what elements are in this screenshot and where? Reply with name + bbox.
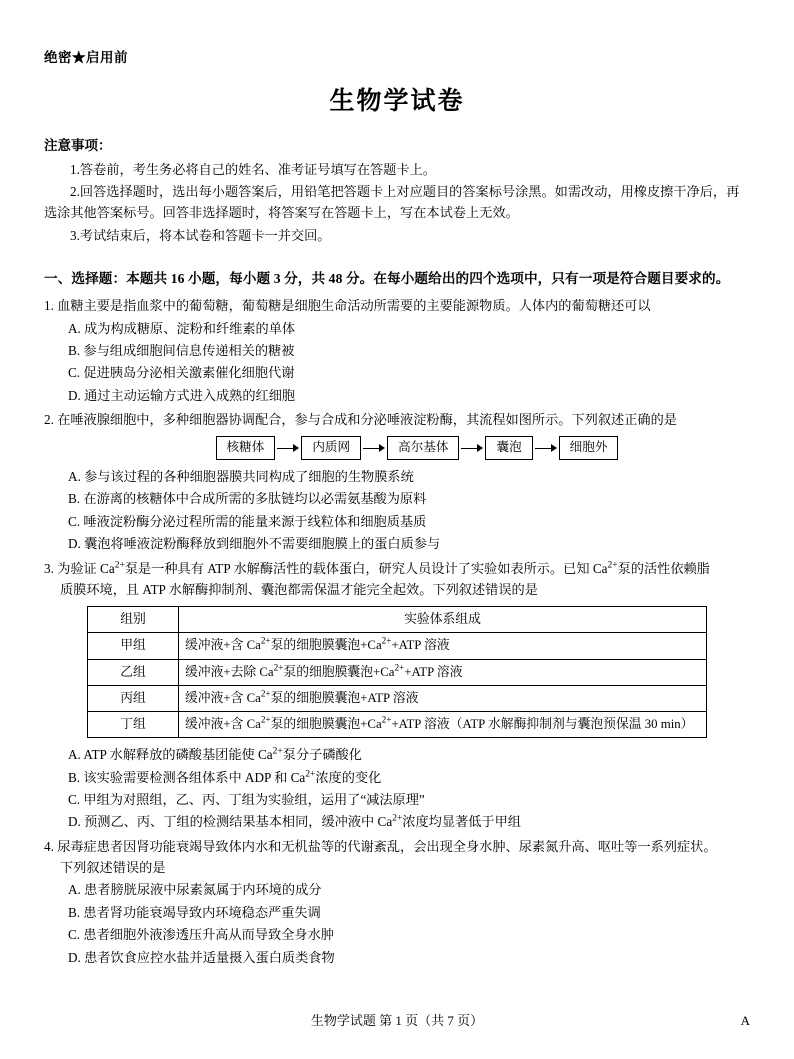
question-2-option-b: B. 在游离的核糖体中合成所需的多肽链均以必需氨基酸为原料: [68, 491, 427, 507]
notice-title: 注意事项：: [44, 137, 112, 153]
question-4-number: 4.: [44, 838, 54, 854]
experiment-table: [87, 606, 707, 738]
question-1-option-a: A. 成为构成糖原、淀粉和纤维素的单体: [68, 320, 296, 336]
flow-node-golgi: 高尔基体: [387, 436, 459, 460]
question-3: [44, 558, 750, 833]
table-cell-composition: 缓冲液+含 $Ca^{2+}$泵的细胞膜囊泡+ATP 溶液: [179, 685, 707, 711]
arrow-icon: [361, 443, 387, 454]
question-4-option-d: D. 患者饮食应控水盐并适量摄入蛋白质类食物: [68, 949, 335, 965]
question-3-option-b: B. 该实验需要检测各组体系中 ADP 和 $Ca^{2+}$浓度的变化: [68, 769, 382, 785]
question-3-stem-text-1: 为验证 $Ca^{2+}$泵是一种具有 ATP 水解酶活性的载体蛋白，研究人员设计了实验如表所示。已知 $Ca^{2+}$泵的活性依赖脂: [57, 560, 710, 576]
question-4-stem-text-1: 尿毒症患者因肾功能衰竭导致体内水和无机盐等的代谢紊乱，会出现全身水肿、尿素氮升高、呕吐等一系列症状。: [57, 838, 717, 854]
question-4-option-c: C. 患者细胞外液渗透压升高从而导致全身水肿: [68, 927, 334, 943]
secret-label: 绝密★启用前: [44, 50, 128, 65]
secretion-flow-diagram: [44, 436, 750, 460]
question-2-option-c: C. 唾液淀粉酶分泌过程所需的能量来源于线粒体和细胞质基质: [68, 513, 427, 529]
question-1-number: 1.: [44, 298, 54, 314]
table-cell-composition: 缓冲液+含 $Ca^{2+}$泵的细胞膜囊泡$+Ca^{2+}+ATP$ 溶液: [179, 633, 707, 659]
notice-item: 1.答卷前，考生务必将自己的姓名、准考证号填写在答题卡上。: [70, 161, 436, 177]
arrow-icon: [275, 443, 301, 454]
table-cell-group: 丙组: [88, 685, 179, 711]
question-1-stem-text: 血糖主要是指血浆中的葡萄糖，葡萄糖是细胞生命活动所需要的主要能源物质。人体内的葡萄糖还可以: [57, 298, 651, 314]
arrow-icon: [459, 443, 485, 454]
table-header-group: 组别: [88, 607, 179, 633]
table-cell-composition: 缓冲液+含 $Ca^{2+}$泵的细胞膜囊泡$+Ca^{2+}+ATP$ 溶液（ATP 水解酶抑制剂与囊泡预保温 30 min）: [179, 712, 707, 738]
table-row: [88, 659, 707, 685]
page-title: 生物学试卷: [329, 87, 465, 115]
table-cell-group: 甲组: [88, 633, 179, 659]
question-1-option-c: C. 促进胰岛分泌相关激素催化细胞代谢: [68, 365, 295, 381]
table-cell-group: 乙组: [88, 659, 179, 685]
table-row: [88, 685, 707, 711]
table-header-row: [88, 607, 707, 633]
question-2-number: 2.: [44, 412, 54, 428]
footer-version-label: A: [740, 1012, 750, 1028]
question-2-stem-text: 在唾液腺细胞中，多种细胞器协调配合，参与合成和分泌唾液淀粉酶，其流程如图所示。下列叙述正确的是: [57, 412, 677, 428]
question-3-option-a: A. ATP 水解释放的磷酸基团能使 $Ca^{2+}$泵分子磷酸化: [68, 746, 362, 763]
flow-node-vesicle: 囊泡: [485, 436, 532, 460]
table-cell-composition: 缓冲液+去除 $Ca^{2+}$泵的细胞膜囊泡$+Ca^{2+}+ATP$ 溶液: [179, 659, 707, 685]
notice-item: 3.考试结束后，将本试卷和答题卡一并交回。: [70, 227, 331, 243]
question-2: [44, 409, 750, 555]
question-4-stem-line1: [44, 836, 750, 857]
flow-node-extracellular: 细胞外: [559, 436, 619, 460]
question-3-stem-line2: 质膜环境，且 ATP 水解酶抑制剂、囊泡都需保温才能完全起效。下列叙述错误的是: [60, 581, 538, 597]
table-row: [88, 712, 707, 738]
question-1: [44, 295, 750, 406]
question-4: [44, 836, 750, 968]
question-3-number: 3.: [44, 560, 54, 576]
arrow-icon: [533, 443, 559, 454]
question-2-option-a: A. 参与该过程的各种细胞器膜共同构成了细胞的生物膜系统: [68, 469, 414, 485]
table-header-composition: 实验体系组成: [179, 607, 707, 633]
flow-node-er: 内质网: [301, 436, 361, 460]
question-4-option-a: A. 患者膀胱尿液中尿素氮属于内环境的成分: [68, 882, 322, 898]
question-1-stem: [44, 295, 750, 316]
question-1-option-b: B. 参与组成细胞间信息传递相关的糖被: [68, 342, 295, 358]
question-3-option-d: D. 预测乙、丙、丁组的检测结果基本相同，缓冲液中 $Ca^{2+}$浓度均显著低于甲组: [68, 813, 521, 830]
question-2-option-d: D. 囊泡将唾液淀粉酶释放到细胞外不需要细胞膜上的蛋白质参与: [68, 536, 441, 552]
table-row: [88, 633, 707, 659]
question-3-option-c: C. 甲组为对照组，乙、丙、丁组为实验组，运用了“减法原理”: [68, 791, 425, 807]
question-4-stem-line2: 下列叙述错误的是: [60, 860, 166, 876]
question-3-stem-line1: [44, 558, 750, 579]
table-cell-group: 丁组: [88, 712, 179, 738]
question-1-option-d: D. 通过主动运输方式进入成熟的红细胞: [68, 387, 296, 403]
question-4-option-b: B. 患者肾功能衰竭导致内环境稳态严重失调: [68, 904, 321, 920]
notice-item: 2.回答选择题时，选出每小题答案后，用铅笔把答题卡上对应题目的答案标号涂黑。如需改动，用橡皮擦干净后，再选涂其他答案标号。回答非选择题时，将答案写在答题卡上，写在本试卷上无效。: [44, 183, 740, 221]
flow-node-ribosome: 核糖体: [216, 436, 276, 460]
page-footer: [44, 1011, 750, 1031]
section-heading: 一、选择题：本题共 16 小题，每小题 3 分，共 48 分。在每小题给出的四个选项中，只有一项是符合题目要求的。: [44, 271, 730, 287]
question-2-stem: [44, 409, 750, 430]
footer-page-label: 生物学试题 第 1 页（共 7 页）: [310, 1012, 484, 1028]
experiment-table-body: [88, 607, 707, 738]
